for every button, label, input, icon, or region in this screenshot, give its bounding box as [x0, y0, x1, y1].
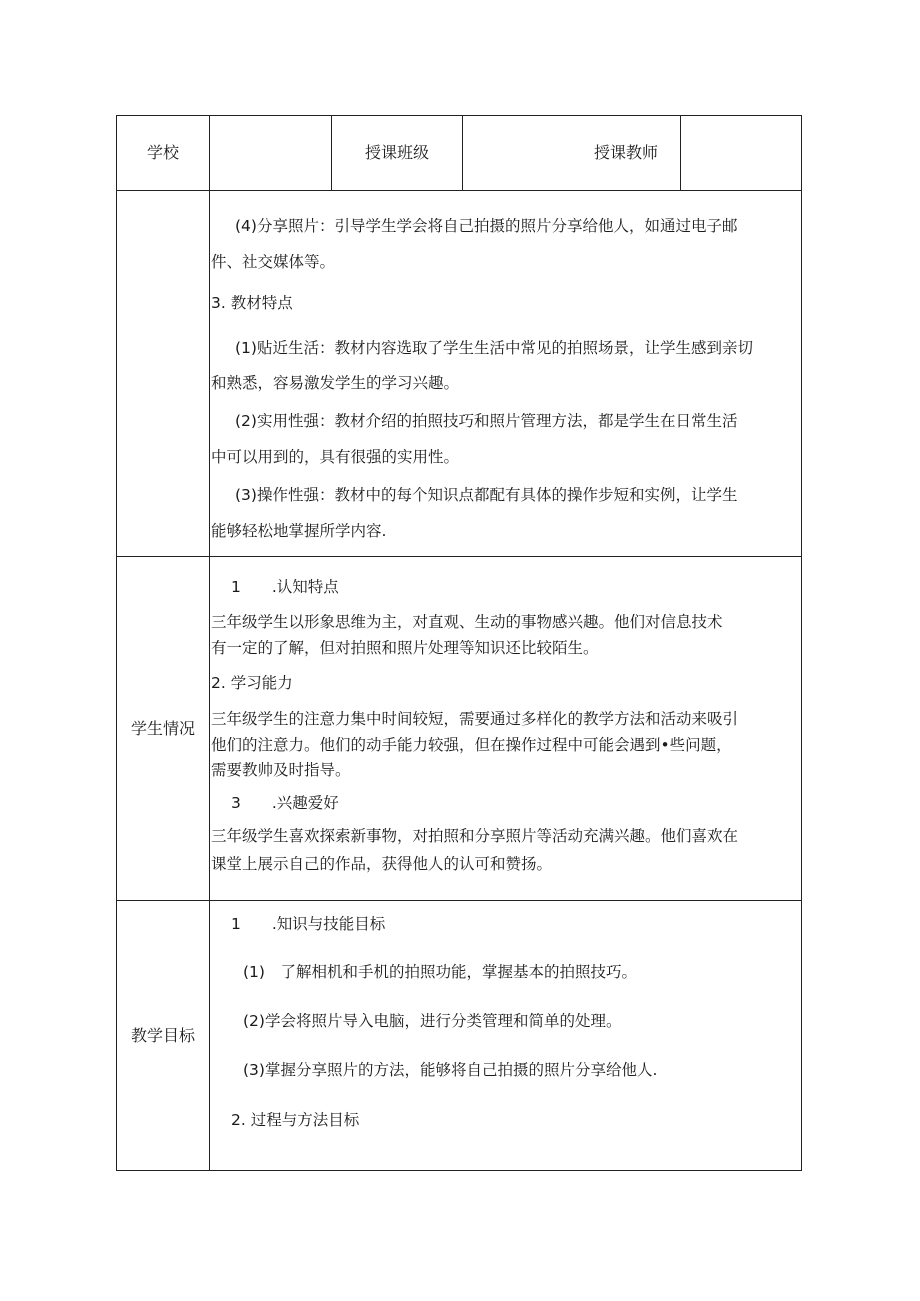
text-line: 中可以用到的，具有很强的实用性。 [211, 448, 460, 466]
text-line: 需要教帅及时指导。 [211, 761, 351, 779]
text-line: (3)操作性强：教材中的每个知识点都配有具体的操作步短和实例，让学生 [235, 486, 738, 504]
textbook-label [117, 191, 209, 556]
text-line: 三年级学生以形象思维为主，对直观、生动的事物感兴趣。他们对信息技术 [211, 613, 723, 631]
textbook-content [211, 191, 793, 556]
text-line: 3. 教材特点 [211, 294, 293, 312]
school-value [210, 116, 331, 190]
label-column-divider [209, 116, 210, 1170]
text-line: 3 .兴趣爱好 [231, 794, 339, 812]
text-line: 和熟悉，容易激发学生的学习兴趣。 [211, 374, 460, 392]
text-line: (4)分享照片：引导学生学会将自己拍摄的照片分享给他人，如通过电子邮 [235, 217, 738, 235]
students-label: 学生情况 [130, 718, 195, 738]
text-line: (3)掌握分享照片的方法，能够将自己拍摄的照片分享给他人. [243, 1061, 658, 1079]
text-line: 2. 过程与方法目标 [231, 1111, 360, 1129]
text-line: (1) 了解相机和手机的拍照功能，掌握基本的拍照技巧。 [243, 963, 637, 981]
teacher-value [681, 116, 801, 190]
students-content [211, 557, 793, 900]
lesson-plan-table [116, 115, 802, 1171]
text-line: (1)贴近生活：教材内容选取了学生生活中常见的拍照场景，让学生感到亲切 [235, 339, 753, 357]
text-line: 课堂上展示自己的作品，获得他人的认可和赞扬。 [211, 855, 553, 873]
text-line: 三年级学生喜欢探索新事物，对拍照和分享照片等活动充满兴趣。他们喜欢在 [211, 827, 739, 845]
text-line: 三年级学生的注意力集中时间较短，需要通过多样化的教学方法和活动来吸引 [211, 710, 739, 728]
text-line: 1 .认知特点 [231, 578, 339, 596]
text-line: (2)学会将照片导入电脑，进行分类管理和简单的处理。 [243, 1012, 622, 1030]
school-label: 学校 [146, 143, 179, 162]
text-line: 2. 学习能力 [211, 674, 293, 692]
text-line: 有一定的了解，但对拍照和照片处理等知识还比较陌生。 [211, 639, 599, 657]
text-line: 件、社交媒体等。 [211, 253, 336, 271]
text-line: 他们的注意力。他们的动手能力较强，但在操作过程中可能会遇到•些问题， [211, 736, 732, 754]
goals-content [211, 901, 793, 1170]
text-line: 能够轻松地掌握所学内容. [211, 522, 387, 540]
class-label: 授课班级 [364, 143, 429, 162]
teacher-label: 授课教师 [593, 143, 658, 162]
text-line: (2)实用性强：教材介绍的拍照技巧和照片管理方法，都是学生在日常生活 [235, 412, 738, 430]
text-line: 1 .知识与技能目标 [231, 915, 386, 933]
goals-label: 教学目标 [130, 1025, 195, 1045]
